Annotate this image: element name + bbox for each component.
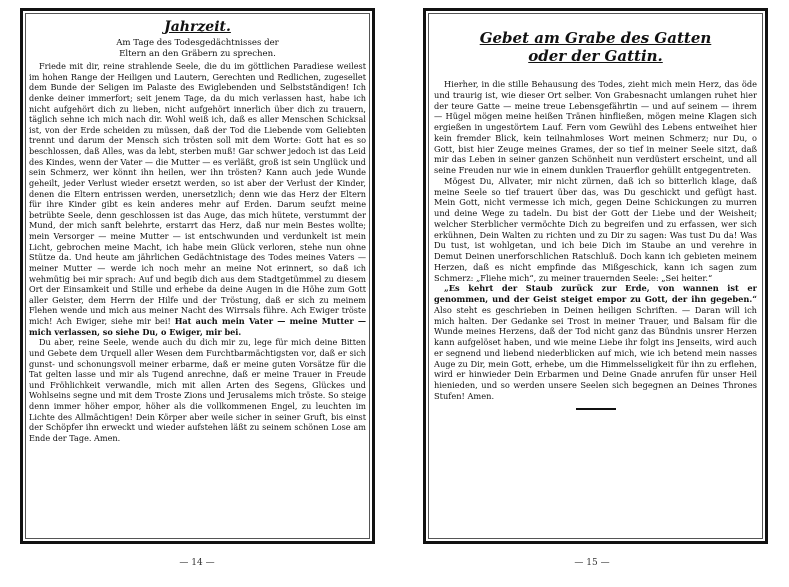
right-page-title	[434, 29, 757, 65]
closing-rule	[576, 408, 616, 410]
right-page-content	[434, 19, 757, 537]
left-page	[0, 0, 394, 587]
right-paragraph-3	[434, 283, 757, 401]
left-page-subtitle	[29, 38, 366, 59]
left-page-title: Jahrzeit.	[164, 19, 231, 35]
left-page-number: — 14 —	[179, 558, 215, 568]
left-paragraph-1	[29, 61, 366, 337]
right-paragraph-2: Mögest Du, Allvater, mir nicht zürnen, daß ich so bitterlich klage, daß meine Seele so tief trauert über das, was Du geschickt und gefügt hast. Mein Gott, nicht vermesse ich mich, gegen Deine Schickungen zu murren und deine Wege zu tadeln. Du bist der Gott der Liebe und der Weisheit; welcher Sterblicher vermöchte Dich zu begreifen und zu erfassen, wer sich erkühnen, Dein Walten zu richten und zu Dir zu sagen: Was tust Du da! Was Du tust, ist wohlgetan, und ich beie Dich im Staube an und verehre in Demut Deinen unerforschlichen Ratschluß. Doch kann ich gebieten meinem Herzen, daß es nicht empfinde das Mißgeschick, kann ich sagen zum Schmerz: „Fliehe mich“, zu meiner trauernden Seele: „Sei heiter.“	[434, 175, 757, 283]
right-page-frame	[423, 8, 768, 544]
left-subtitle-line-2: Eltern an den Gräbern zu sprechen.	[119, 48, 276, 59]
right-title-line-1: Gebet am Grabe des Gatten	[479, 29, 712, 47]
right-paragraph-3-text: Also steht es geschrieben in Deinen heiligen Schriften. — Daran will ich mich halten. Der Gedanke sei Trost in meiner Trauer, und Balsam für die Wunde meines Herzens, daß der Tod nicht ganz das Bündnis unsrer Herzen kann aufgelöset haben, und wie meine Liebe ihr folgt ins Jenseits, wird auch er segnend und liebend niederblicken auf mich, wie ich betend mein nasses Auge zu Dir, mein Gott, erhebe, um die Himmelsseligkeit für ihn zu erflehen, wird er hinwieder Dein Erbarmen und Deine Gnade anrufen für unser Heil hienieden, und so werden unsere Seelen sich begegnen an Deines Thrones Stufen! Amen.	[434, 304, 757, 401]
left-paragraph-2: Du aber, reine Seele, wende auch du dich mir zu, lege für mich deine Bitten und Gebete dem Urquell aller Wesen dem Furchtbarmächtigsten vor, daß er sich gunst- und schonungsvoll meiner erbarme, daß er meine guten Vorsätze für die Tat gelten lasse und mir als Tugend anrechne, daß er meine Trauer in Freude und Fröhlichkeit verwandle, mich mit allen Arten des Segens, Glückes und Wohlseins segne und mit dem Troste Zions und Jerusalems mich tröste. So steige denn immer höher empor, höher als die vollkommenen Engel, zu leuchten im Lichte des Allmächtigen! Dein Körper aber weile sicher in seiner Gruft, bis einst der Schöpfer ihn erweckt und wieder aufstehen läßt zu seinem schönen Lose am Ende der Tage. Amen.	[29, 337, 366, 443]
left-subtitle-line-1: Am Tage des Todesgedächtnisses der	[116, 38, 279, 48]
left-page-frame	[20, 8, 375, 544]
right-page-body	[434, 79, 757, 402]
left-paragraph-1-bold: Hat auch mein Vater — meine Mutter — mich verlassen, so siehe Du, o Ewiger, mir bei.	[29, 316, 366, 337]
left-page-content	[29, 17, 366, 537]
left-page-body	[29, 61, 366, 444]
right-page	[395, 0, 789, 587]
right-paragraph-3-bold: „Es kehrt der Staub zurück zur Erde, von wannen ist er genommen, und der Geist steiget empor zu Gott, der ihn gegeben.“	[434, 283, 757, 304]
right-title-line-2: oder der Gattin.	[528, 47, 663, 65]
right-paragraph-1: Hierher, in die stille Behausung des Todes, zieht mich mein Herz, das öde und traurig ist, wie dieser Ort selber. Von Grabesnacht umlangen ruhet hier der teure Gatte — meine treue Lebensgefährtin — und auf seinem — ihrem — Hügel mögen meine heißen Tränen hinfließen, mögen meine Klagen sich ergießen in ungestörtem Lauf. Fern vom Gewühl des Lebens entweihet hier kein fremder Blick, kein teilnahmloses Wort meinen Schmerz; nur Du, o Gott, bist hier Zeuge meines Grames, der so tief in meiner Seele sitzt, daß mir das Leben in seiner ganzen Schönheit nun verdüstert erscheint, und all seine Freuden nur wie in einem dunklen Trauerflor gehüllt entgegentreten.	[434, 79, 757, 175]
left-paragraph-1-text: Friede mit dir, reine strahlende Seele, die du im göttlichen Paradiese weilest im hohen Range der Heiligen und Lautern, Gerechten und Redlichen, zugesellet dem Bunde der Seligen im Palaste des Ewiglebenden und Selbstständigen! Ich denke deiner immerfort; seit jenem Tage, da du mich verlassen hast, habe ich nicht aufgehört dich zu lieben, nicht aufgehört innerlich über dich zu trauern, täglich sehne ich mich nach dir. Wohl weiß ich, daß es aller Menschen Schicksal ist, von der Erde scheiden zu müssen, daß der Tod die Liebende vom Geliebten trennt und darum der Mensch sich trösten soll mit dem Worte: Gott hat es so beschlossen, daß Alles, was da lebt, sterben muß! Gar schwer jedoch ist das Leid des Kindes, wenn der Vater — die Mutter — es verläßt, groß ist sein Unglück und sein Schmerz, wer könnt ihn heilen, wer ihn trösten? Kann auch jede Wunde geheilt, jeder Verlust wieder ersetzt werden, so ist aber der Verlust der Kinder, denen die Eltern entrissen werden, unersetzlich; denn wie das Herz der Eltern für ihre Kinder gibt es kein anderes mehr auf Erden. Darum seufzt meine betrübte Seele, denn geschlossen ist das Auge, das mich hütete, verstummt der Mund, der mich sanft belehrte, erstarrt das Herz, daß nur mein Bestes wollte; mein Versorger — meine Mutter — ist entschwunden und verdunkelt ist mein Licht, gebrochen meine Macht, ich habe mein Glück verloren, stehe nun ohne Stütze da. Und heute am jährlichen Gedächtnistage des Todes meines Vaters — meiner Mutter — werde ich noch mehr an meine Not erinnert, so daß ich wehmütig bei mir sprach: Auf und begib dich aus dem Stadtgetümmel zu diesem Ort der Einsamkeit und Stille und erhebe da deine Augen in die Höhe zum Gott aller Geister, dem Herrn der Hilfe und der Tröstung, daß er sich zu meinem Flehen wende und mich aus meiner Nacht des Wirrsals führe. Ach Ewiger tröste mich! Ach Ewiger, siehe mir bei!	[29, 61, 366, 326]
right-page-number: — 15 —	[574, 558, 610, 568]
